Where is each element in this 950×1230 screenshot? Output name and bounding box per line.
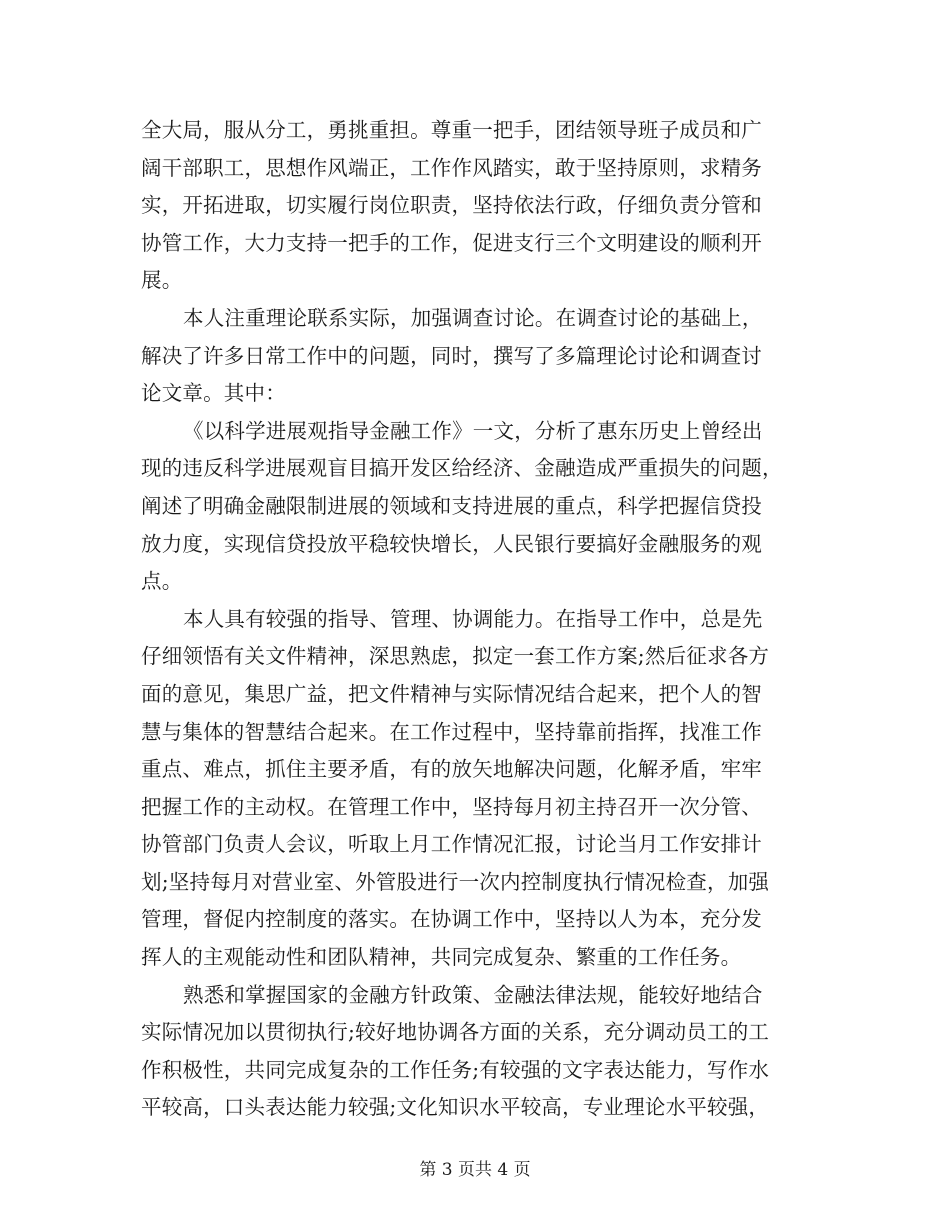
document-body bbox=[141, 112, 811, 1127]
text-line: 点。 bbox=[141, 569, 183, 594]
text-line: 作积极性，共同完成复杂的工作任务;有较强的文字表达能力，写作水 bbox=[141, 1057, 770, 1082]
text-line: 展。 bbox=[141, 268, 183, 293]
text-line: 熟悉和掌握国家的金融方针政策、金融法律法规，能较好地结合 bbox=[183, 982, 763, 1007]
text-line: 阔干部职工，思想作风端正，工作作风踏实，敢于坚持原则，求精务 bbox=[141, 155, 762, 180]
text-line: 协管工作，大力支持一把手的工作，促进支行三个文明建设的顺利开 bbox=[141, 230, 762, 255]
text-line: 重点、难点，抓住主要矛盾，有的放矢地解决问题，化解矛盾，牢牢 bbox=[141, 757, 762, 782]
text-line: 本人具有较强的指导、管理、协调能力。在指导工作中，总是先 bbox=[183, 606, 763, 631]
text-line: 挥人的主观能动性和团队精神，共同完成复杂、繁重的工作任务。 bbox=[141, 945, 742, 970]
text-line: 实际情况加以贯彻执行;较好地协调各方面的关系，充分调动员工的工 bbox=[141, 1020, 770, 1045]
text-line: 管理，督促内控制度的落实。在协调工作中，坚持以人为本，充分发 bbox=[141, 907, 762, 932]
text-line: 全大局，服从分工，勇挑重担。尊重一把手，团结领导班子成员和广 bbox=[141, 118, 762, 142]
body-text bbox=[141, 112, 811, 1127]
text-line: 平较高，口头表达能力较强;文化知识水平较高，专业理论水平较强， bbox=[141, 1095, 770, 1120]
text-line: 实，开拓进取，切实履行岗位职责，坚持依法行政，仔细负责分管和 bbox=[141, 193, 762, 218]
text-line: 慧与集体的智慧结合起来。在工作过程中，坚持靠前指挥，找准工作 bbox=[141, 719, 762, 744]
text-line: 仔细领悟有关文件精神，深思熟虑，拟定一套工作方案;然后征求各方 bbox=[141, 644, 770, 669]
text-line: 阐述了明确金融限制进展的领域和支持进展的重点，科学把握信贷投 bbox=[141, 493, 762, 518]
text-line: 现的违反科学进展观盲目搞开发区给经济、金融造成严重损失的问题， bbox=[141, 456, 783, 481]
text-line: 划;坚持每月对营业室、外管股进行一次内控制度执行情况检查，加强 bbox=[141, 869, 770, 894]
text-line: 本人注重理论联系实际，加强调查讨论。在调查讨论的基础上， bbox=[183, 305, 763, 330]
text-line: 放力度，实现信贷投放平稳较快增长，人民银行要搞好金融服务的观 bbox=[141, 531, 762, 556]
text-line: 论文章。其中： bbox=[141, 381, 286, 406]
page-number-footer: 第 3 页共 4 页 bbox=[419, 1160, 531, 1180]
text-line: 协管部门负责人会议，听取上月工作情况汇报，讨论当月工作安排计 bbox=[141, 832, 762, 857]
text-line: 《以科学进展观指导金融工作》一文，分析了惠东历史上曾经出 bbox=[183, 418, 763, 443]
text-line: 把握工作的主动权。在管理工作中，坚持每月初主持召开一次分管、 bbox=[141, 794, 762, 819]
text-line: 面的意见，集思广益，把文件精神与实际情况结合起来，把个人的智 bbox=[141, 681, 762, 706]
text-line: 解决了许多日常工作中的问题，同时，撰写了多篇理论讨论和调查讨 bbox=[141, 343, 762, 368]
